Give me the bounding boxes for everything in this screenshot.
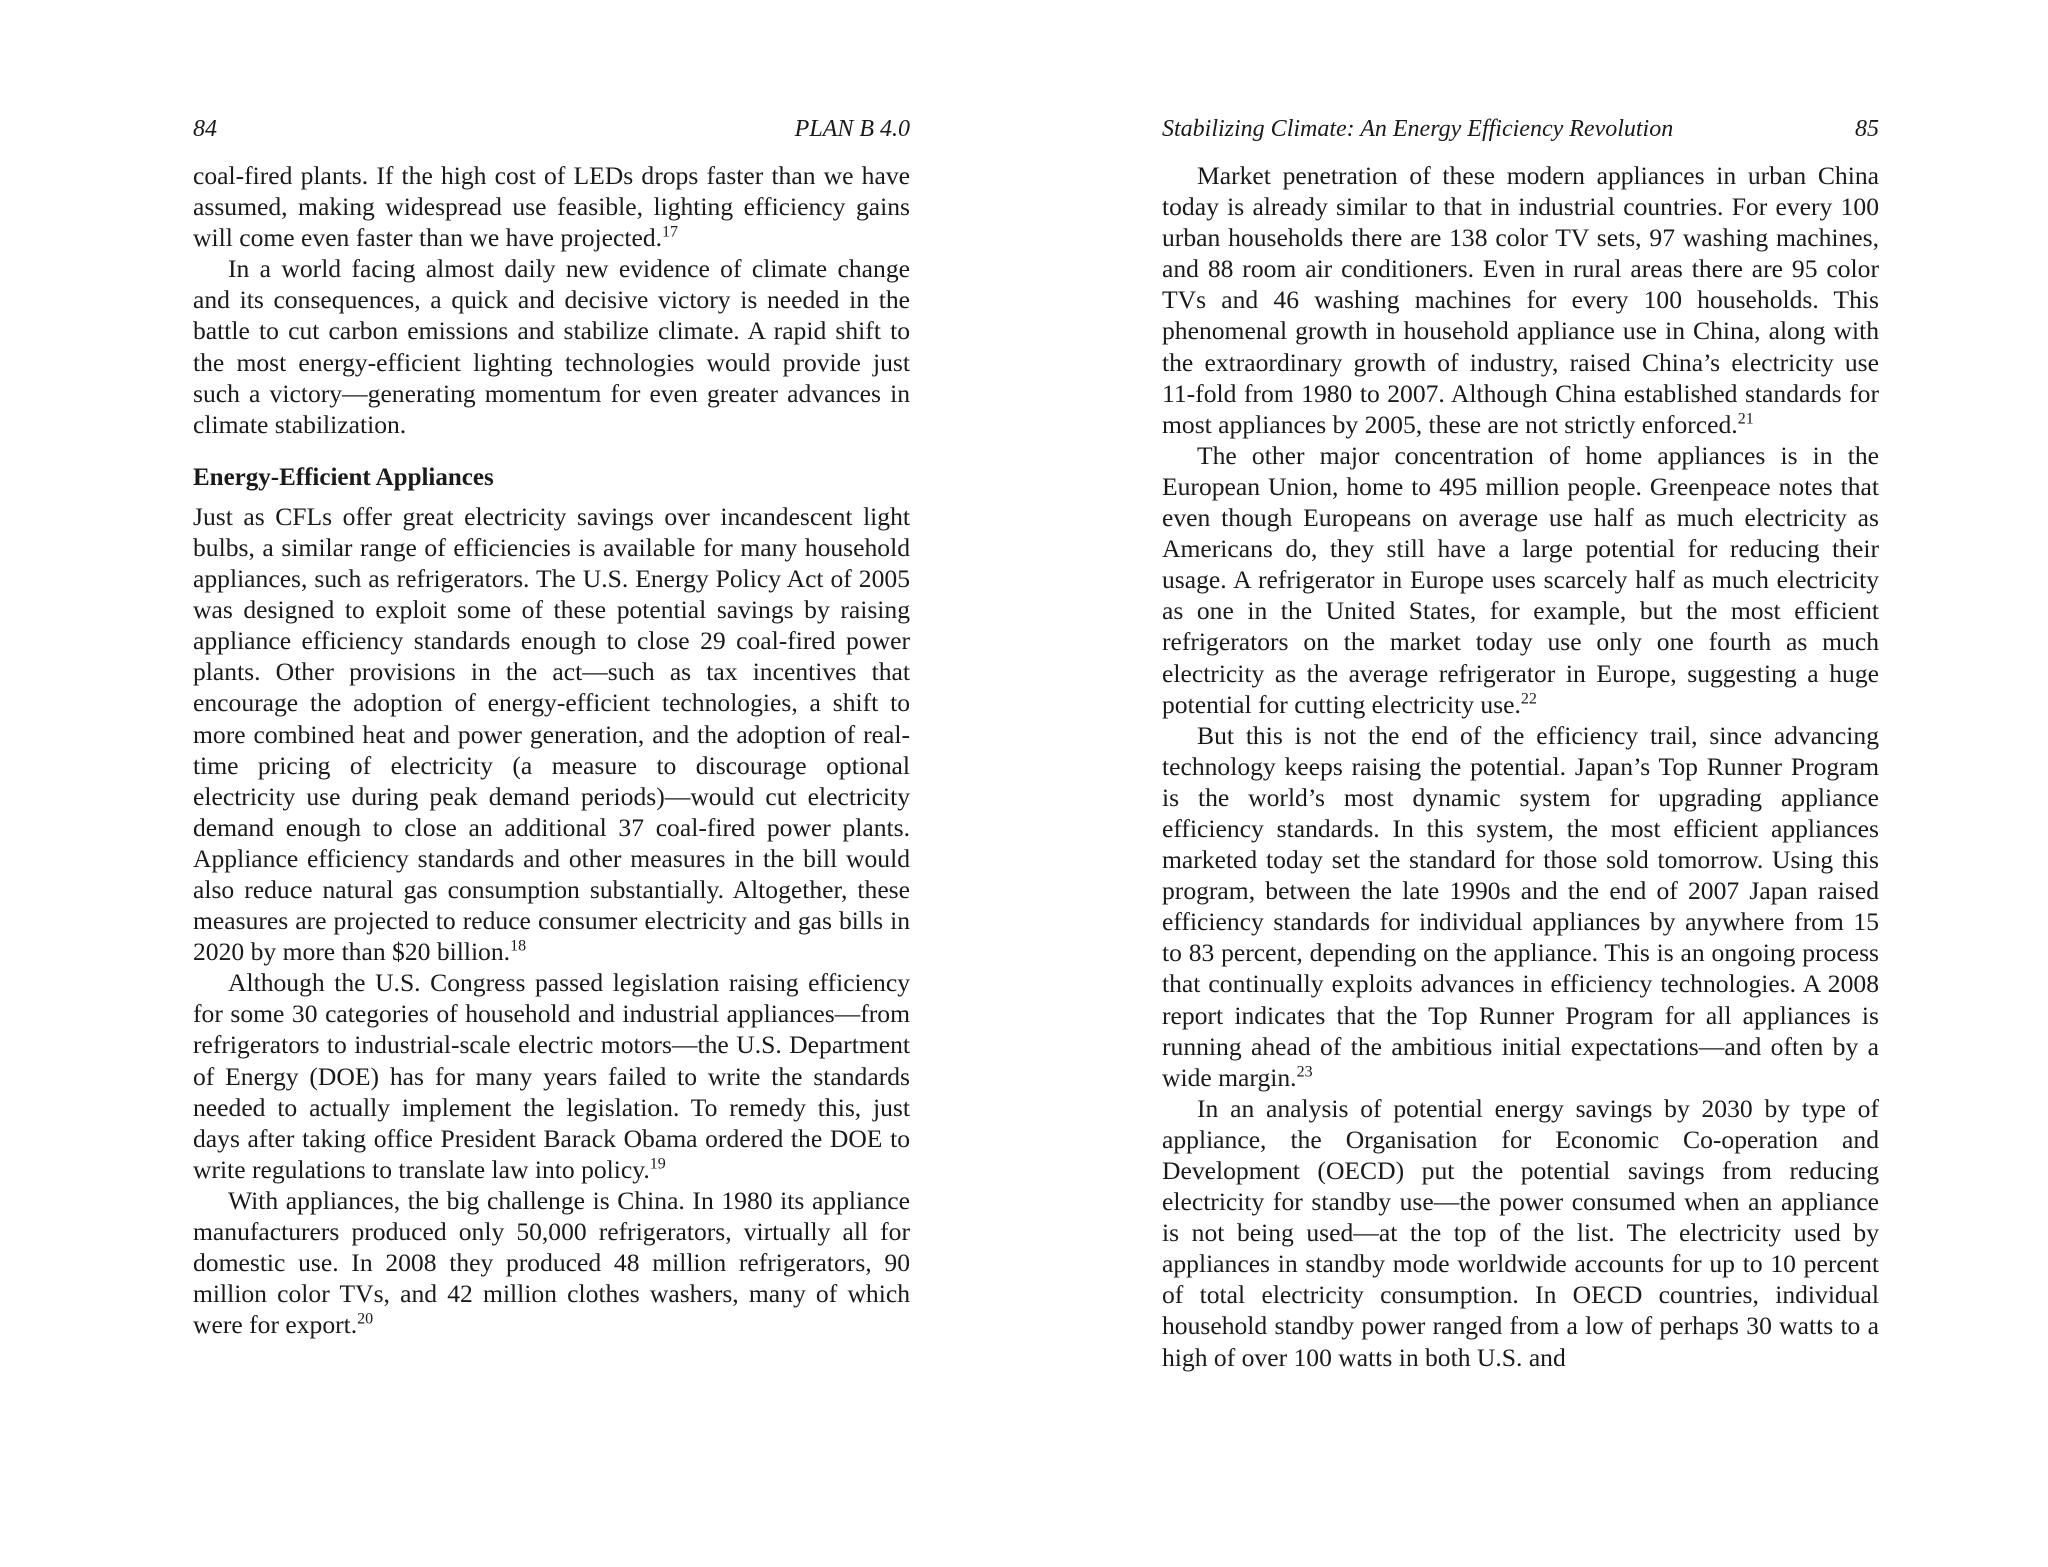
paragraph	[193, 253, 910, 440]
paragraph	[1162, 440, 1879, 720]
footnote-ref: 18	[510, 937, 527, 955]
footnote-ref: 22	[1520, 690, 1537, 708]
running-title: PLAN B 4.0	[794, 116, 910, 142]
footnote-ref: 20	[357, 1310, 374, 1328]
footnote-ref: 19	[649, 1155, 666, 1173]
paragraph-text: But this is not the end of the efficiency trail, since advancing technology keeps raising the potential. Japan’s Top Runner Program is the world’s most dynamic system for upgrading appliance efficiency standards. In this system, the most efficient appliances marketed today set the standard for those sold tomorrow. Using this program, between the late 1990s and the end of 2007 Japan raised efficiency standards for individual appliances by anywhere from 15 to 83 percent, depending on the appliance. This is an ongoing process that continually exploits advances in efficiency technologies. A 2008 report indicates that the Top Runner Program for all appliances is running ahead of the ambitious initial expectations—and often by a wide margin.	[1162, 720, 1879, 1092]
left-running-head	[193, 113, 910, 145]
paragraph	[1162, 1093, 1879, 1373]
footnote-ref: 21	[1737, 410, 1754, 428]
paragraph-text: Market penetration of these modern appliances in urban China today is already similar to that in industrial countries. For every 100 urban households there are 138 color TV sets, 97 washing machines, and 88 room air conditioners. Even in rural areas there are 95 color TVs and 46 washing machines for every 100 households. This phenomenal growth in household appliance use in China, along with the extraordinary growth of industry, raised China’s electricity use 11-fold from 1980 to 2007. Although China established standards for most appliances by 2005, these are not strictly enforced.	[1162, 161, 1879, 439]
footnote-ref: 23	[1296, 1063, 1313, 1081]
paragraph-text: Just as CFLs offer great electricity savings over incandescent light bulbs, a similar range of efficiencies is available for many household appliances, such as refrigerators. The U.S. Energy Policy Act of 2005 was designed to exploit some of these potential savings by raising appliance efficiency standards enough to close 29 coal-fired power plants. Other provisions in the act—such as tax incentives that encourage the adoption of energy-efficient technologies, a shift to more combined heat and power generation, and the adoption of real-time pricing of electricity (a measure to discourage optional electricity use during peak demand periods)—would cut electricity demand enough to close an additional 37 coal-fired power plants. Appliance efficiency standards and other measures in the bill would also reduce natural gas consumption substantially. Altogether, these measures are projected to reduce consumer electricity and gas bills in 2020 by more than $20 billion.	[193, 501, 910, 967]
paragraph-text: With appliances, the big challenge is China. In 1980 its appliance manufacturers produced only 50,000 refrigerators, virtually all for domestic use. In 2008 they produced 48 million refrigerators, 90 million color TVs, and 42 million clothes washers, many of which were for export.	[193, 1185, 910, 1340]
paragraph-text: Although the U.S. Congress passed legislation raising efficiency for some 30 categories of household and industrial appliances—from refrigerators to industrial-scale electric motors—the U.S. Department of Energy (DOE) has for many years failed to write the standards needed to actually implement the legislation. To remedy this, just days after taking office President Barack Obama ordered the DOE to write regulations to translate law into policy.	[193, 968, 910, 1184]
paragraph-text: The other major concentration of home appliances is in the European Union, home to 495 million people. Greenpeace notes that even though Europeans on average use half as much electricity as Americans do, they still have a large potential for reducing their usage. A refrigerator in Europe uses scarcely half as much electricity as one in the United States, for example, but the most efficient refrigerators on the market today use only one fourth as much electricity as the average refrigerator in Europe, suggesting a huge potential for cutting electricity use.	[1162, 440, 1879, 719]
paragraph-text: coal-fired plants. If the high cost of LEDs drops faster than we have assumed, making widespread use feasible, lighting efficiency gains will come even faster than we have projected.	[193, 161, 910, 253]
section-heading: Energy-Efficient Appliances	[193, 463, 494, 491]
page-number: 84	[193, 116, 217, 142]
paragraph-text: In an analysis of potential energy savings by 2030 by type of appliance, the Organisation for Economic Co-operation and Development (OECD) put the potential savings from reducing electricity for standby use—the power consumed when an appliance is not being used—at the top of the list. The electricity used by appliances in standby mode worldwide accounts for up to 10 percent of total electricity consumption. In OECD countries, individual household standby power ranged from a low of perhaps 30 watts to a high of over 100 watts in both U.S. and	[1162, 1093, 1879, 1372]
paragraph	[1162, 160, 1879, 440]
paragraph	[193, 160, 910, 253]
right-body-text	[1162, 160, 1879, 1373]
paragraph	[193, 967, 910, 1185]
paragraph-text: In a world facing almost daily new evidence of climate change and its consequences, a quick and decisive victory is needed in the battle to cut carbon emissions and stabilize climate. A rapid shift to the most energy-efficient lighting technologies would provide just such a victory—generating momentum for even greater advances in climate stabilization.	[193, 254, 910, 439]
page-number: 85	[1855, 116, 1879, 142]
paragraph	[1162, 720, 1879, 1093]
right-running-head	[1162, 113, 1879, 145]
running-title: Stabilizing Climate: An Energy Efficiency Revolution	[1162, 116, 1674, 142]
paragraph	[193, 501, 910, 967]
footnote-ref: 17	[662, 223, 679, 241]
left-body-text	[193, 160, 910, 1340]
paragraph	[193, 1185, 910, 1340]
